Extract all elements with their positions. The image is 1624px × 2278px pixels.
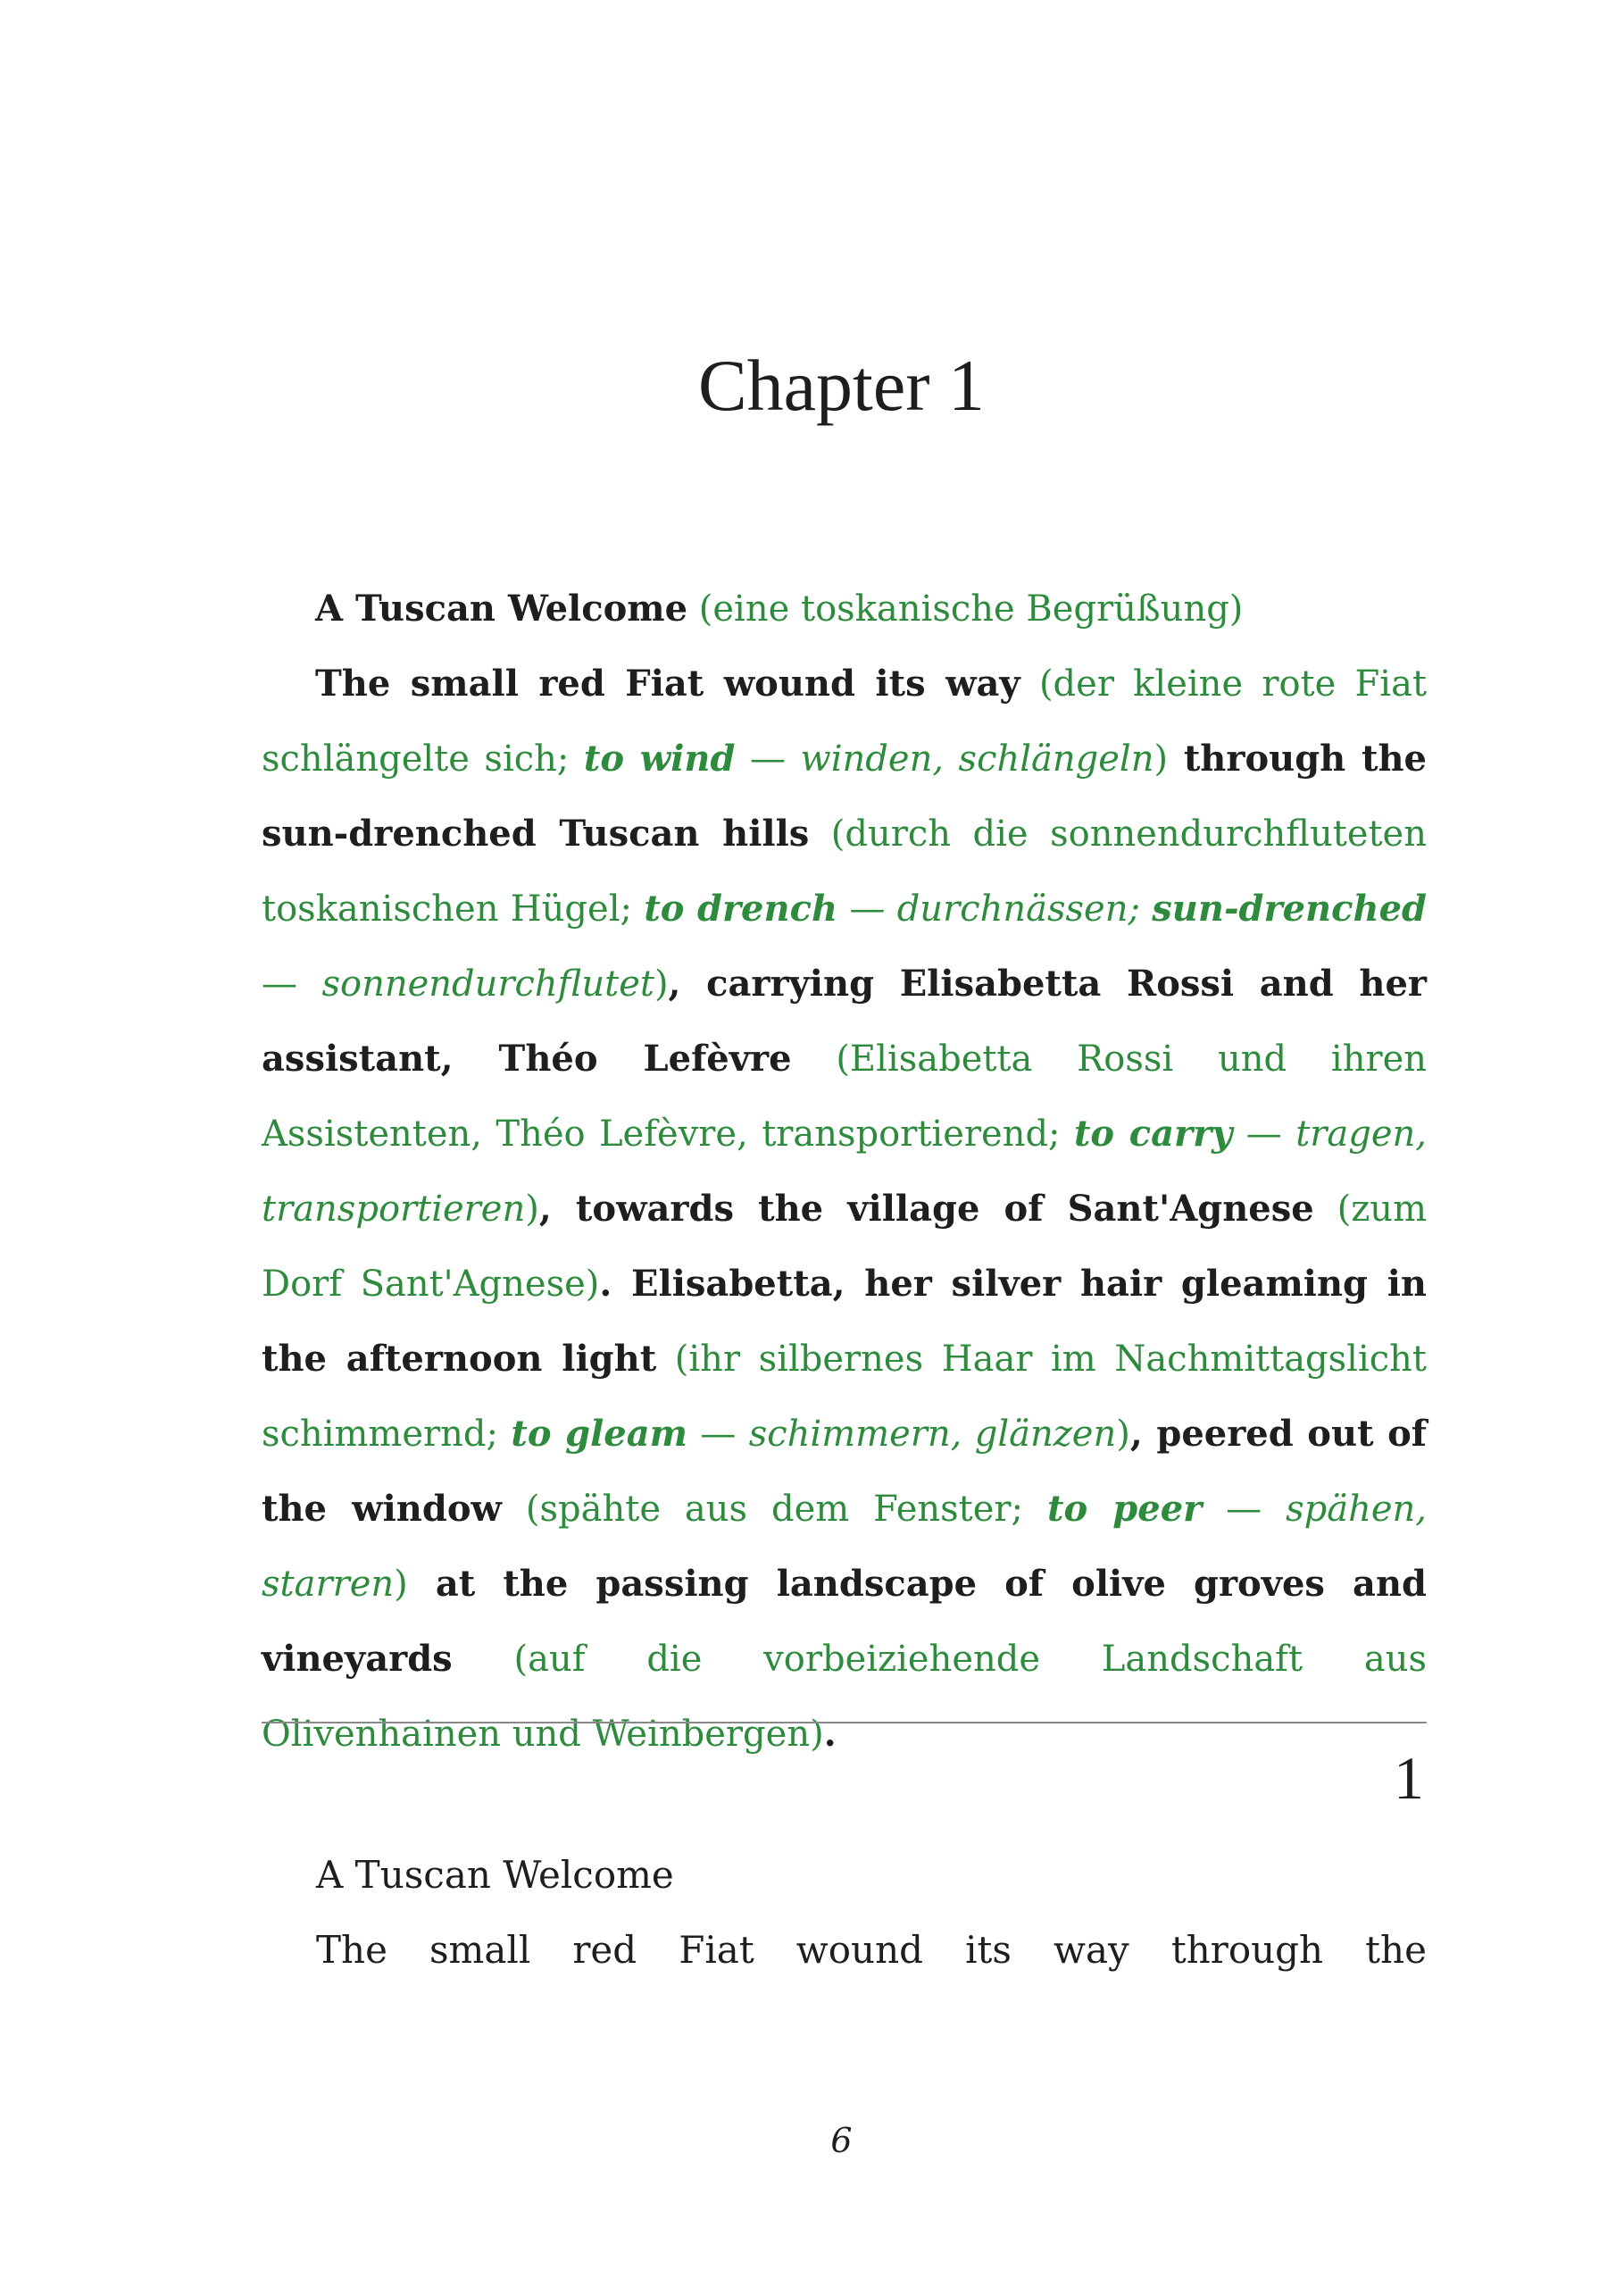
reading-word: The — [316, 1928, 387, 1972]
translation: (zum Dorf Sant'Agnese) — [262, 1189, 1427, 1305]
reading-word: through — [1170, 1928, 1324, 1972]
translation-close: ) — [1116, 1414, 1130, 1455]
sentence-english: . Elisabetta, her silver hair gleaming in the afternoon light — [262, 1263, 1427, 1380]
vocab-gloss: spähen, starren — [262, 1489, 1427, 1605]
sentence-end: . — [823, 1713, 837, 1755]
translation: (spähte aus dem Fenster; — [501, 1489, 1047, 1530]
translation-close: ) — [394, 1564, 408, 1605]
reading-word: small — [429, 1928, 531, 1972]
reading-word: the — [1365, 1928, 1427, 1972]
vocab-term: to drench — [644, 888, 838, 930]
sentence-english: at the passing landscape of olive groves and vineyards — [262, 1563, 1427, 1680]
reading-word: its — [965, 1928, 1012, 1972]
vocab-term: to wind — [583, 738, 736, 780]
reading-word: way — [1054, 1928, 1129, 1972]
sentence-english: , carrying Elisabetta Rossi and her assistant, Théo Lefèvre — [262, 963, 1427, 1080]
reading-word: red — [572, 1928, 637, 1972]
dash: — — [687, 1414, 749, 1455]
annotated-text — [262, 572, 1427, 1772]
sentence-english: The small red Fiat wound its way — [315, 663, 1020, 705]
reading-word: Fiat — [679, 1928, 754, 1972]
translation-close: ) — [1153, 738, 1169, 780]
translation: (auf die vorbeiziehende Landschaft aus Olivenhainen und Weinbergen) — [262, 1639, 1427, 1755]
reading-line — [316, 1913, 1427, 1988]
translation: (der kleine rote Fiat schlängelte sich; — [262, 663, 1428, 780]
chapter-title: Chapter 1 — [697, 345, 986, 426]
sentence-english: , peered out of the window — [262, 1413, 1428, 1530]
reading-heading: A Tuscan Welcome — [316, 1853, 674, 1897]
reading-text — [316, 1838, 1427, 1988]
vocab-gloss: tragen, transportieren — [262, 1114, 1427, 1230]
vocab-term: to gleam — [511, 1413, 687, 1455]
sentence-english: through the sun-drenched Tuscan hills — [262, 738, 1427, 855]
heading-english: A Tuscan Welcome — [315, 588, 688, 630]
vocab-gloss: schimmern, glänzen — [748, 1414, 1117, 1455]
section-divider — [262, 1722, 1427, 1723]
chapter-number: 1 — [1394, 1744, 1424, 1812]
sentence-english: , towards the village of Sant'Agnese — [538, 1188, 1314, 1230]
dash: — — [837, 889, 897, 930]
translation-close: ) — [654, 964, 669, 1005]
reading-word: wound — [795, 1928, 924, 1972]
vocab-gloss: winden, schlängeln — [800, 738, 1154, 780]
dash: — — [262, 964, 322, 1005]
vocab-term: sun-drenched — [1152, 888, 1427, 930]
vocab-gloss: sonnendurchflutet — [321, 964, 654, 1005]
vocab-term: to peer — [1046, 1488, 1203, 1530]
vocab-term: to carry — [1073, 1113, 1233, 1155]
heading-translation: (eine toskanische Begrüßung) — [698, 588, 1244, 630]
translation: (Elisabetta Rossi und ihren Assistenten, Théo Lefèvre, transportierend; — [262, 1039, 1428, 1155]
dash: — — [735, 738, 801, 780]
vocab-gloss: durchnässen; — [896, 889, 1153, 930]
annotated-paragraph — [262, 647, 1427, 1772]
page-number: 6 — [830, 2121, 853, 2160]
translation: (durch die sonnendurchfluteten toskanischen Hügel; — [262, 814, 1427, 930]
translation-close: ) — [525, 1189, 539, 1230]
dash: — — [1232, 1114, 1296, 1155]
translation: (ihr silbernes Haar im Nachmittagslicht schimmernd; — [262, 1339, 1427, 1455]
dash: — — [1202, 1489, 1287, 1530]
annotated-heading — [262, 572, 1427, 647]
